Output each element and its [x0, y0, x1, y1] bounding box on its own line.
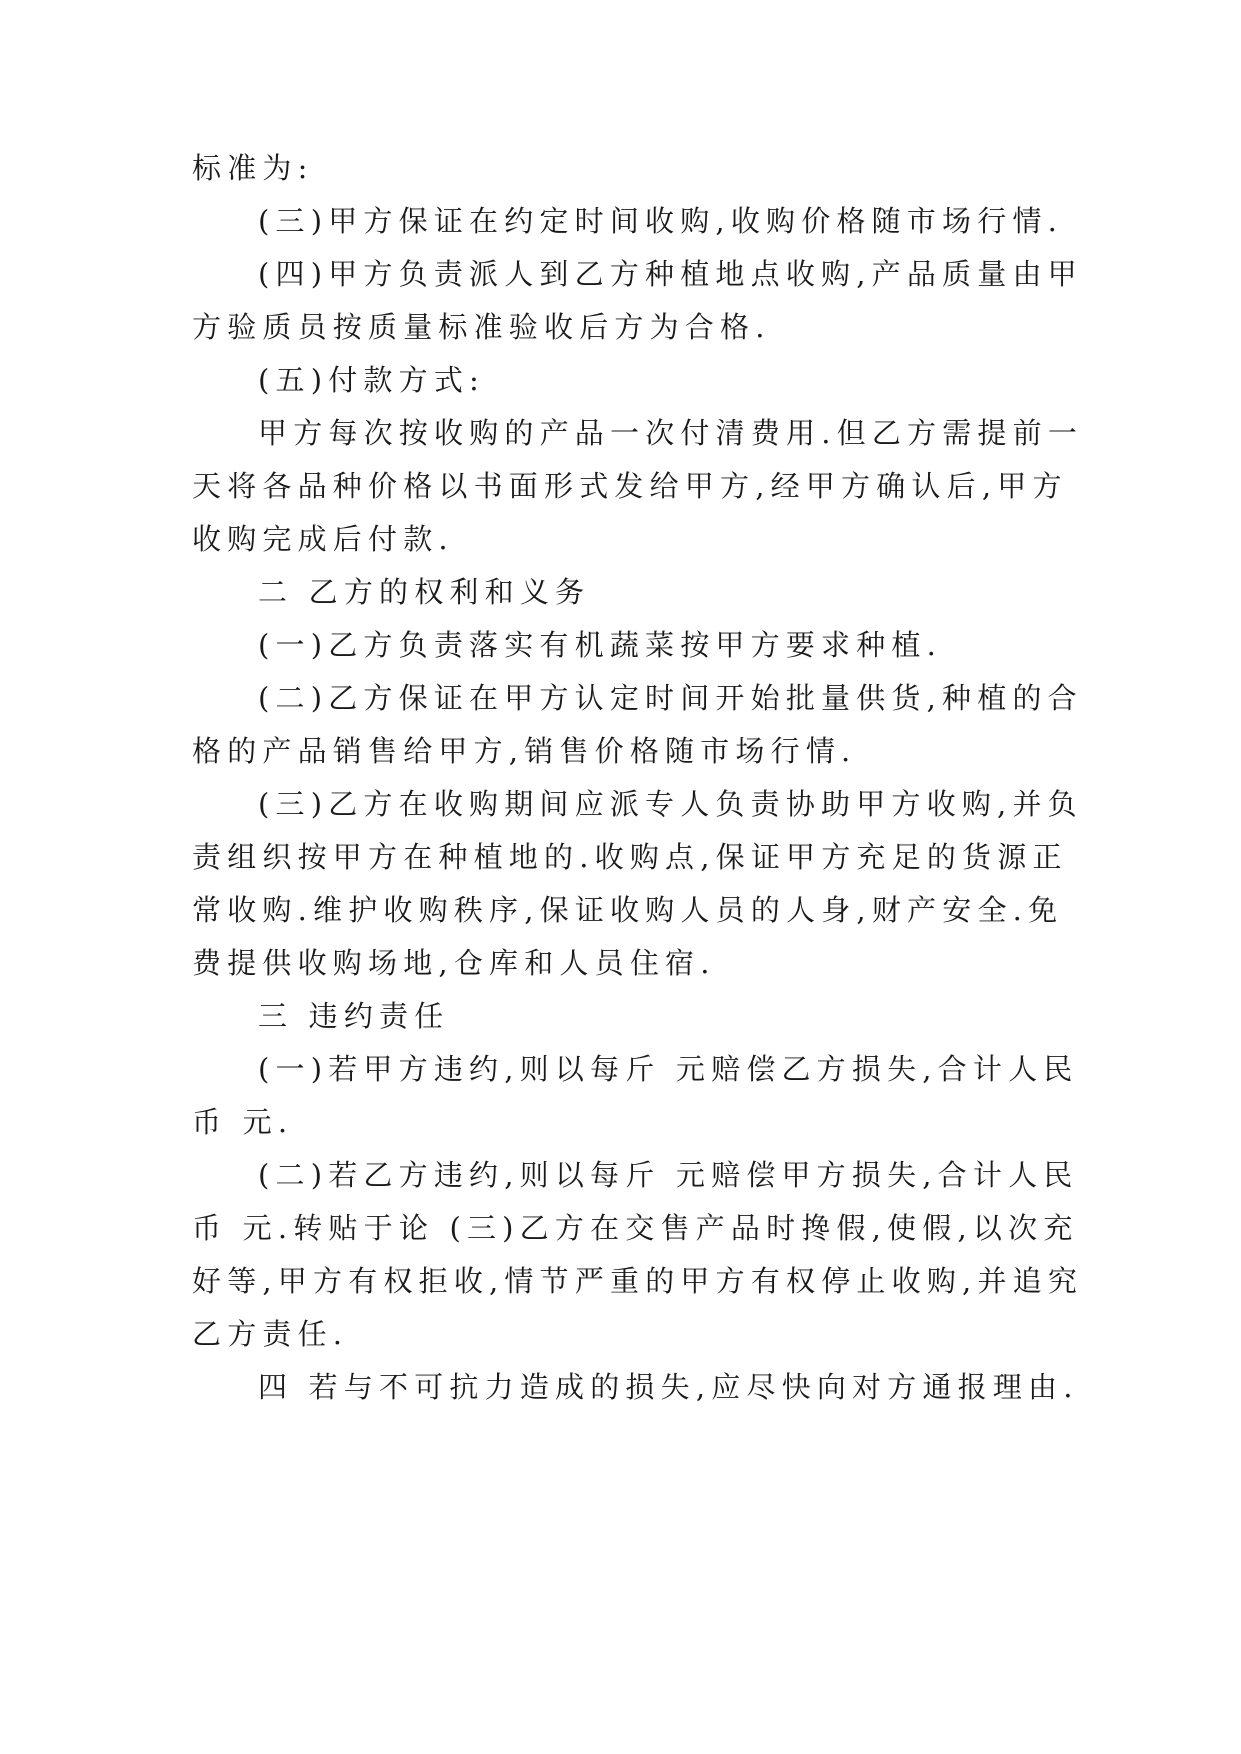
- text-line: (三)甲方保证在约定时间收购,收购价格随市场行情.: [258, 204, 1064, 238]
- text-line: 天将各品种价格以书面形式发给甲方,经甲方确认后,甲方: [192, 469, 1068, 503]
- section-heading: 二 乙方的权利和义务: [258, 575, 591, 609]
- text-line: 责组织按甲方在种植地的.收购点,保证甲方充足的货源正: [192, 840, 1068, 874]
- text-line: (二)若乙方违约,则以每斤 元赔偿甲方损失,合计人民: [258, 1158, 1079, 1192]
- text-line: 币 元.转贴于论 (三)乙方在交售产品时搀假,使假,以次充: [192, 1211, 1079, 1245]
- text-line: 甲方每次按收购的产品一次付清费用.但乙方需提前一: [258, 416, 1084, 450]
- text-line: 格的产品销售给甲方,销售价格随市场行情.: [192, 734, 857, 768]
- text-line: 常收购.维护收购秩序,保证收购人员的人身,财产安全.免: [192, 893, 1064, 927]
- text-line: (一)若甲方违约,则以每斤 元赔偿乙方损失,合计人民: [258, 1052, 1079, 1086]
- text-line: 乙方责任.: [192, 1317, 349, 1351]
- text-line: 收购完成后付款.: [192, 522, 454, 556]
- text-line: (三)乙方在收购期间应派专人负责协助甲方收购,并负: [258, 787, 1083, 821]
- section-heading: 三 违约责任: [258, 999, 450, 1033]
- text-line: (四)甲方负责派人到乙方种植地点收购,产品质量由甲: [258, 257, 1083, 291]
- text-line: 费提供收购场地,仓库和人员住宿.: [192, 946, 716, 980]
- text-line: 方验质员按质量标准验收后方为合格.: [192, 310, 771, 344]
- section-heading: 四 若与不可抗力造成的损失,应尽快向对方通报理由.: [258, 1370, 1079, 1404]
- text-line: (五)付款方式:: [258, 363, 485, 397]
- text-line: (二)乙方保证在甲方认定时间开始批量供货,种植的合: [258, 681, 1083, 715]
- text-line: 币 元.: [192, 1105, 294, 1139]
- text-line: 好等,甲方有权拒收,情节严重的甲方有权停止收购,并追究: [192, 1264, 1084, 1298]
- text-line: 标准为:: [192, 151, 314, 185]
- text-line: (一)乙方负责落实有机蔬菜按甲方要求种植.: [258, 628, 943, 662]
